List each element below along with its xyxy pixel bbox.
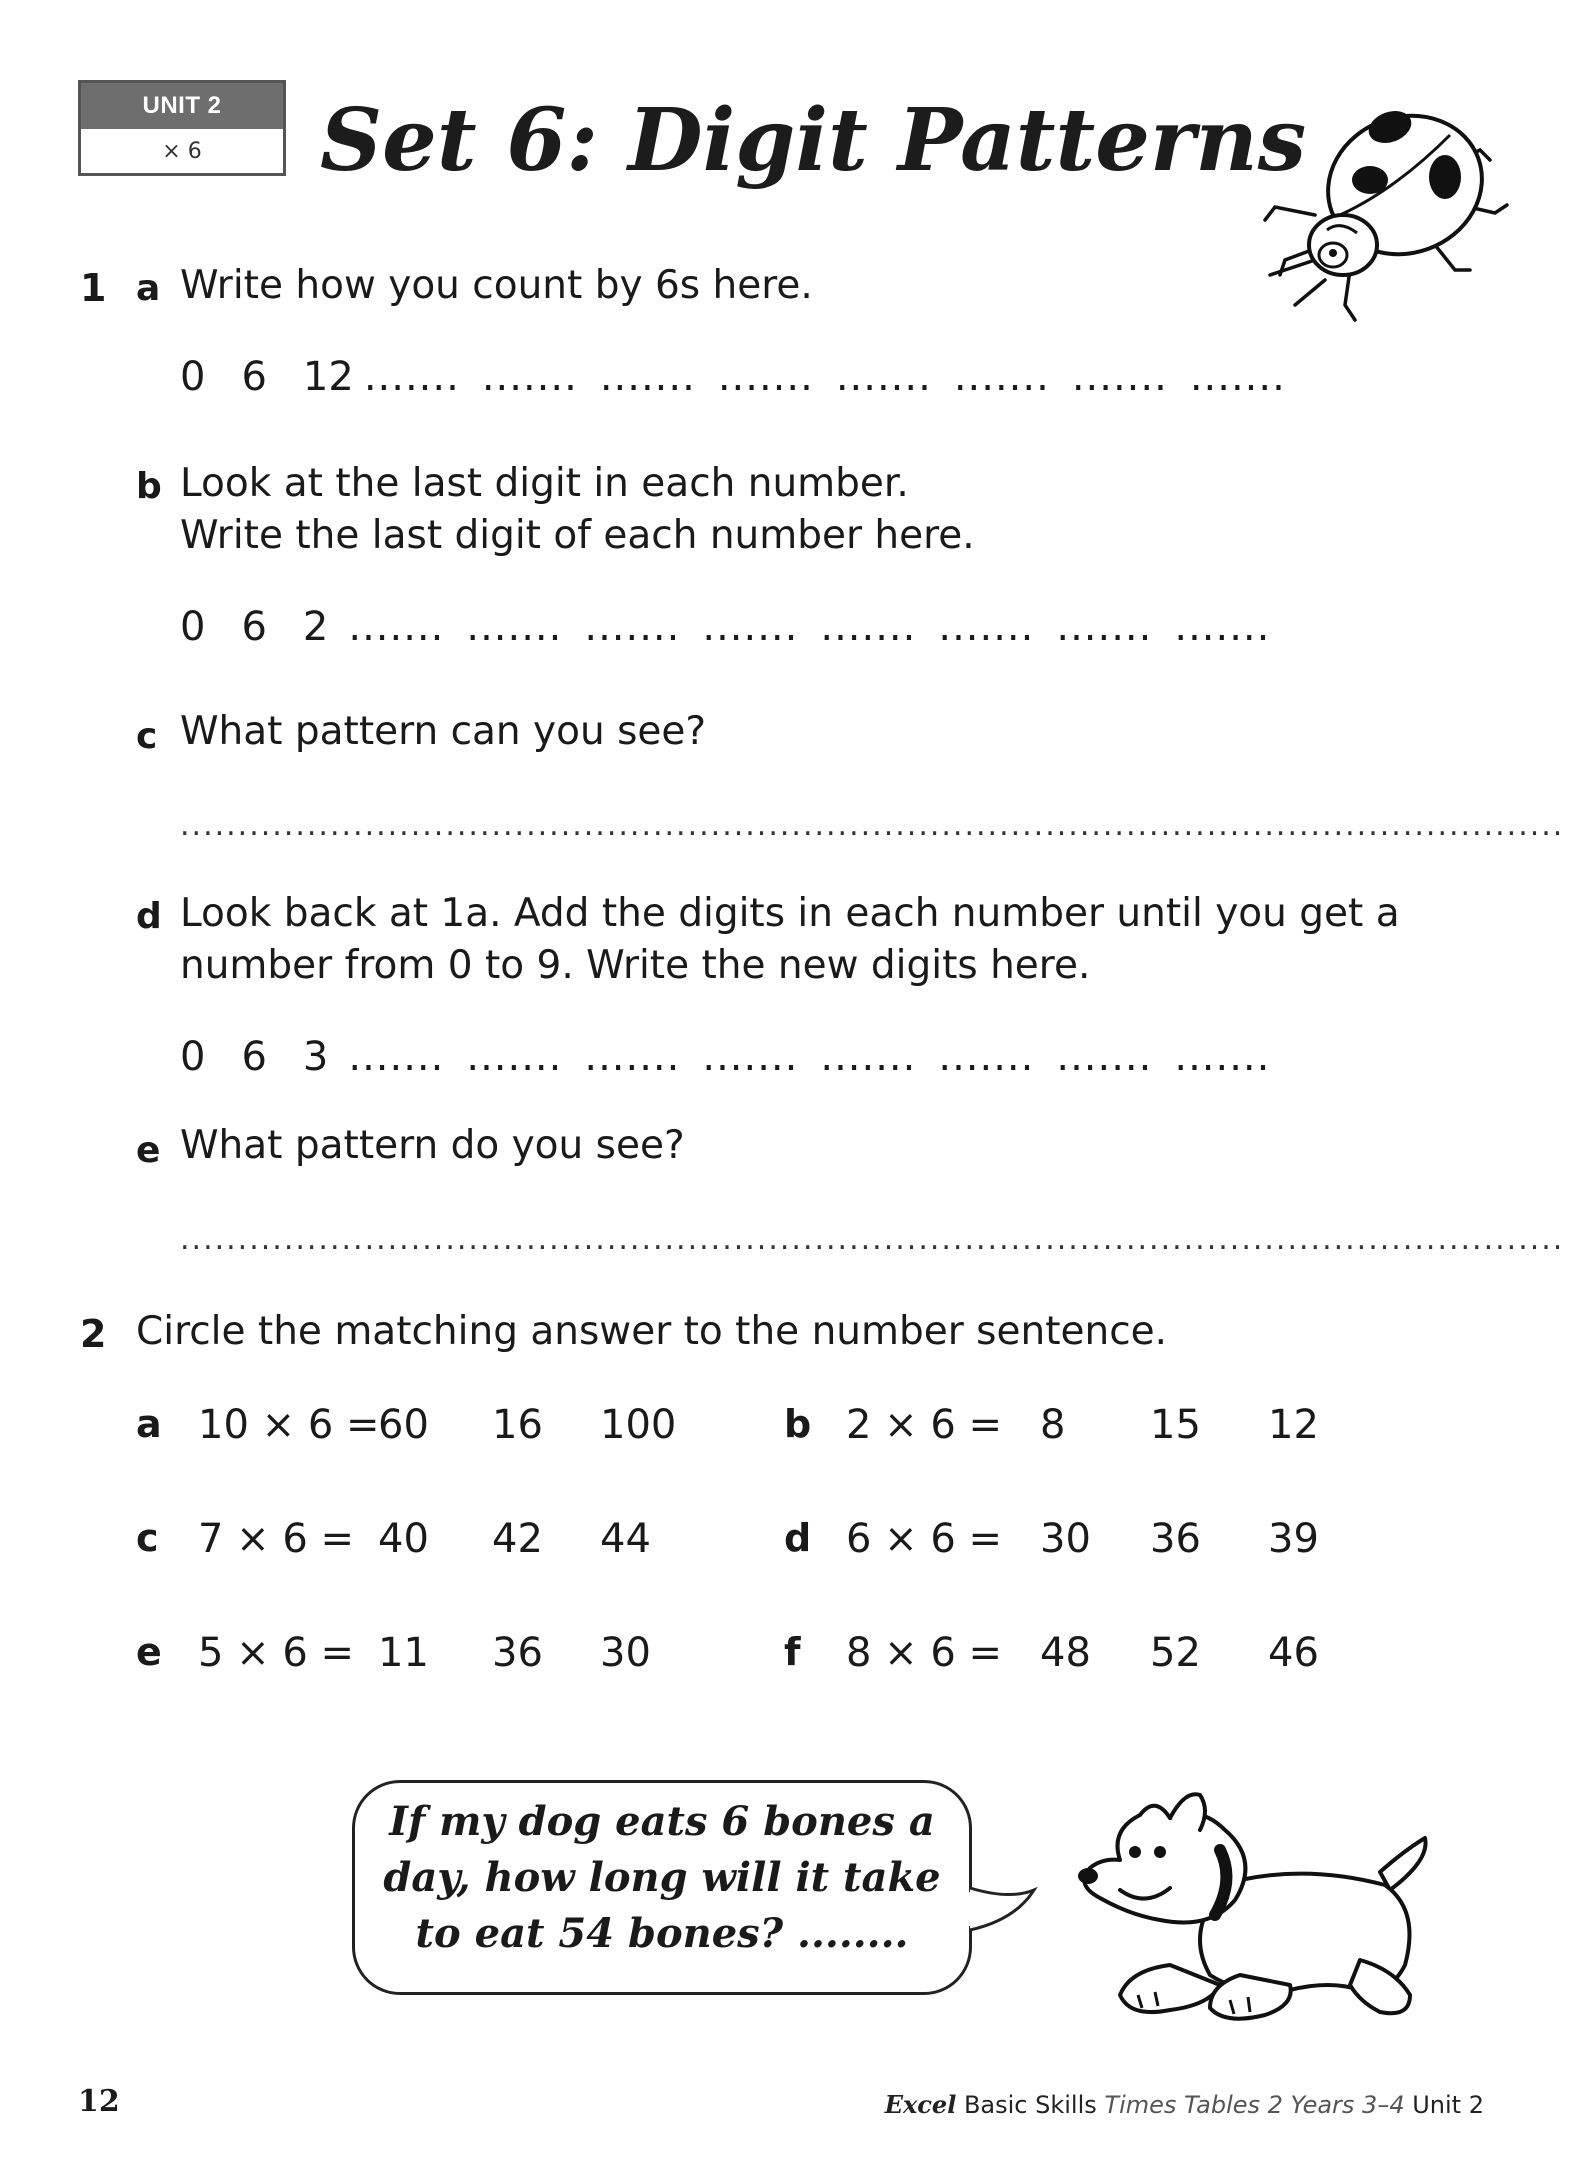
q2e-label: e [136,1630,162,1674]
q2b-sentence: 2 × 6 = [846,1402,1003,1448]
question-2-number: 2 [80,1312,107,1356]
q1a-blank[interactable]: ....... [599,354,696,400]
unit-operation: × 6 [81,129,283,173]
q1b-blank[interactable]: ....... [584,604,681,650]
q1a-blank[interactable]: ....... [717,354,814,400]
q2a-option[interactable]: 60 [378,1402,429,1448]
q1d-blank[interactable]: ....... [702,1034,799,1080]
q2b-option[interactable]: 15 [1150,1402,1201,1448]
q1b-sequence [180,604,1292,650]
page-number: 12 [78,2084,120,2119]
q1b-line1: Look at the last digit in each number. [180,461,909,506]
q2a-row [136,1402,1536,1452]
q2a-option[interactable]: 100 [600,1402,677,1448]
q1b-blank[interactable]: ....... [820,604,917,650]
q1d-sequence [180,1034,1292,1080]
q1d-value: 3 [302,1034,329,1080]
q1c-text: What pattern can you see? [180,709,707,754]
q1d-blank[interactable]: ....... [1056,1034,1153,1080]
q2c-option[interactable]: 44 [600,1516,651,1562]
q2f-option[interactable]: 46 [1268,1630,1319,1676]
q1a-sequence [180,354,1308,400]
q1d-blank[interactable]: ....... [1174,1034,1271,1080]
q1a-blank[interactable]: ....... [953,354,1050,400]
q1a-blank[interactable]: ....... [1189,354,1286,400]
page-title: Set 6: Digit Patterns [320,90,1307,191]
q2b-option[interactable]: 8 [1040,1402,1066,1448]
q1b-blank[interactable]: ....... [1056,604,1153,650]
q2c-option[interactable]: 40 [378,1516,429,1562]
q1b-blank[interactable]: ....... [938,604,1035,650]
q2a-option[interactable]: 16 [492,1402,543,1448]
bubble-question [360,1794,964,1962]
q1a-blank[interactable]: ....... [481,354,578,400]
speech-bubble-tail [960,1880,1040,1940]
q2e-sentence: 5 × 6 = [198,1630,355,1676]
q2a-sentence: 10 × 6 = [198,1402,380,1448]
q2d-option[interactable]: 36 [1150,1516,1201,1562]
q1a-text: Write how you count by 6s here. [180,263,813,308]
footer-unit: Unit 2 [1412,2091,1484,2119]
q1d-value: 0 [180,1034,206,1080]
q1b-value: 2 [302,604,329,650]
q1d-blank[interactable]: ....... [348,1034,445,1080]
q1a-value: 12 [302,354,354,400]
q1a-blank[interactable]: ....... [1071,354,1168,400]
q1d-blank[interactable]: ....... [938,1034,1035,1080]
q1d-line1: Look back at 1a. Add the digits in each number until you get a [180,891,1400,936]
q2f-option[interactable]: 48 [1040,1630,1091,1676]
q2d-sentence: 6 × 6 = [846,1516,1003,1562]
q2d-label: d [784,1516,812,1560]
q1a-value: 0 [180,354,206,400]
q2d-option[interactable]: 30 [1040,1516,1091,1562]
q1b-blank[interactable]: ....... [348,604,445,650]
q1b-value: 6 [241,604,267,650]
footer-book: Times Tables 2 Years 3–4 [1104,2091,1405,2119]
q2a-label: a [136,1402,162,1446]
q2f-option[interactable]: 52 [1150,1630,1201,1676]
q1d-value: 6 [241,1034,267,1080]
q1b-label: b [136,466,162,507]
bubble-line-1: If my dog eats 6 bones a [389,1798,935,1845]
footer-brand: Excel [884,2090,957,2119]
q1b-blank[interactable]: ....... [1174,604,1271,650]
q2f-sentence: 8 × 6 = [846,1630,1003,1676]
q1a-blank[interactable]: ....... [363,354,460,400]
q1d-label: d [136,896,162,937]
q2c-label: c [136,1516,159,1560]
q1d-line2: number from 0 to 9. Write the new digits here. [180,943,1091,988]
q2e-option[interactable]: 11 [378,1630,429,1676]
q2b-option[interactable]: 12 [1268,1402,1319,1448]
q1c-answer-line[interactable]: ........................................................................................................................ [180,808,1565,843]
q2e-row [136,1630,1536,1680]
q1d-blank[interactable]: ....... [820,1034,917,1080]
q1e-answer-line[interactable]: ........................................................................................................................ [180,1222,1565,1257]
q1d-blank[interactable]: ....... [466,1034,563,1080]
q1b-value: 0 [180,604,206,650]
q2b-label: b [784,1402,812,1446]
q1b-blank[interactable]: ....... [702,604,799,650]
q1b-line2: Write the last digit of each number here. [180,513,975,558]
q2-instruction: Circle the matching answer to the number sentence. [136,1309,1168,1354]
q1d-blank[interactable]: ....... [584,1034,681,1080]
q2e-option[interactable]: 30 [600,1630,651,1676]
q2d-option[interactable]: 39 [1268,1516,1319,1562]
question-1-number: 1 [80,266,107,310]
unit-label: UNIT 2 [81,83,283,129]
q1c-label: c [136,716,158,757]
unit-badge [78,80,286,176]
dog-icon [1060,1790,1500,2030]
ladybug-icon [1245,95,1515,330]
q1a-blank[interactable]: ....... [835,354,932,400]
q2f-label: f [784,1630,801,1674]
bubble-line-2: day, how long will it take [383,1854,941,1901]
q2c-option[interactable]: 42 [492,1516,543,1562]
footer-citation [885,2090,1484,2119]
footer-series: Basic Skills [963,2091,1097,2119]
q2e-option[interactable]: 36 [492,1630,543,1676]
q1e-label: e [136,1130,161,1171]
q1a-label: a [136,268,161,309]
q1b-blank[interactable]: ....... [466,604,563,650]
bubble-line-3[interactable]: to eat 54 bones? ........ [415,1910,909,1957]
q1a-value: 6 [241,354,267,400]
q2c-row [136,1516,1536,1566]
q2c-sentence: 7 × 6 = [198,1516,355,1562]
q1e-text: What pattern do you see? [180,1123,685,1168]
